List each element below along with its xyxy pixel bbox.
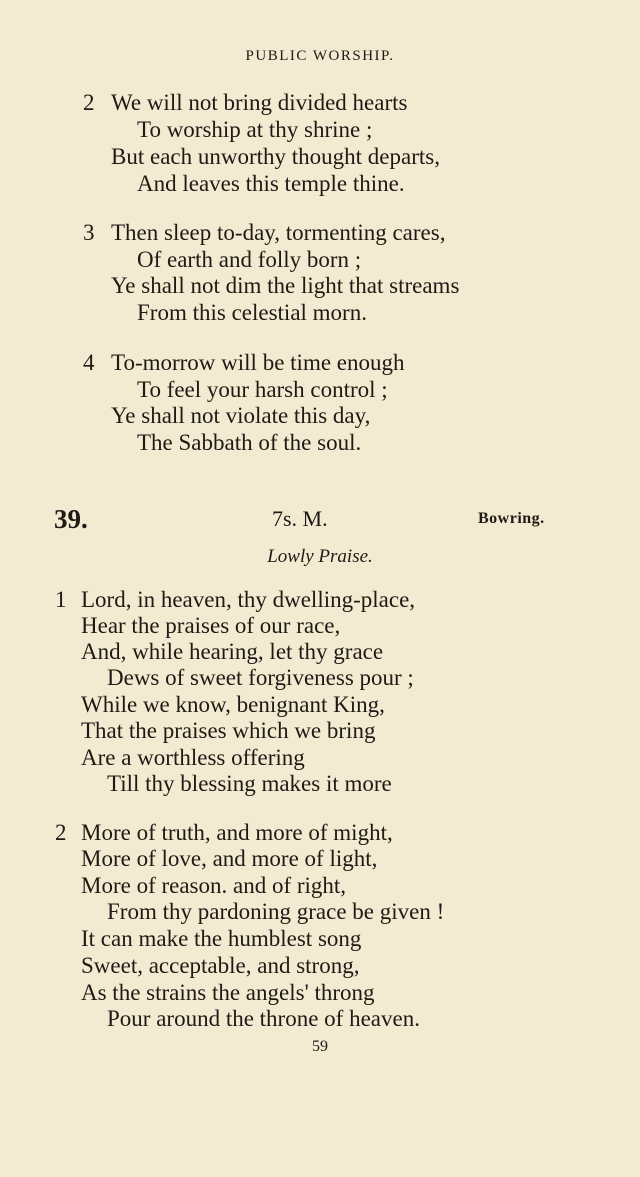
hymn-title: Lowly Praise. [267, 546, 373, 567]
verse-line: To feel your harsh control ; [137, 377, 388, 402]
verse-line: Hear the praises of our race, [81, 613, 341, 638]
verse-line: We will not bring divided hearts [111, 90, 408, 115]
stanza-number: 2 [83, 90, 95, 115]
verse-line: To worship at thy shrine ; [137, 117, 373, 142]
running-head: PUBLIC WORSHIP. [245, 48, 395, 64]
hymn-number: 39. [54, 504, 88, 534]
verse-line: Pour around the throne of heaven. [107, 1006, 420, 1031]
verse-line: Of earth and folly born ; [137, 247, 362, 272]
verse-line: Are a worthless offering [81, 745, 305, 770]
verse-line: But each unworthy thought departs, [111, 144, 440, 169]
verse-line: To-morrow will be time enough [111, 350, 405, 375]
verse-line: It can make the humblest song [81, 926, 362, 951]
page-number: 59 [312, 1038, 328, 1055]
verse-line: Till thy blessing makes it more [107, 771, 392, 796]
verse-line: Lord, in heaven, thy dwelling-place, [81, 587, 416, 612]
verse-line: More of love, and more of light, [81, 846, 378, 871]
verse-line: And leaves this temple thine. [137, 171, 405, 196]
verse-line: Sweet, acceptable, and strong, [81, 953, 360, 978]
verse-line: Dews of sweet forgiveness pour ; [107, 665, 414, 690]
verse-line: That the praises which we bring [81, 718, 376, 743]
verse-line: The Sabbath of the soul. [137, 430, 362, 455]
verse-line: From this celestial morn. [137, 300, 367, 325]
verse-line: As the strains the angels' throng [81, 980, 375, 1005]
hymn-header [0, 504, 640, 534]
stanza-number: 1 [55, 587, 67, 612]
stanza-number: 2 [55, 820, 67, 845]
verse-line: Ye shall not violate this day, [111, 403, 371, 428]
verse-line: More of reason. and of right, [81, 873, 347, 898]
verse-line: And, while hearing, let thy grace [81, 639, 384, 664]
verse-line: More of truth, and more of might, [81, 820, 393, 845]
verse-line: Then sleep to-day, tormenting cares, [111, 220, 446, 245]
verse-line: Ye shall not dim the light that streams [111, 273, 460, 298]
verse-line: While we know, benignant King, [81, 692, 385, 717]
hymn-author: Bowring. [478, 510, 545, 527]
verse-line: From thy pardoning grace be given ! [107, 899, 445, 924]
stanza-number: 4 [83, 350, 95, 375]
hymn-meter: 7s. M. [272, 506, 328, 531]
stanza-number: 3 [83, 220, 95, 245]
